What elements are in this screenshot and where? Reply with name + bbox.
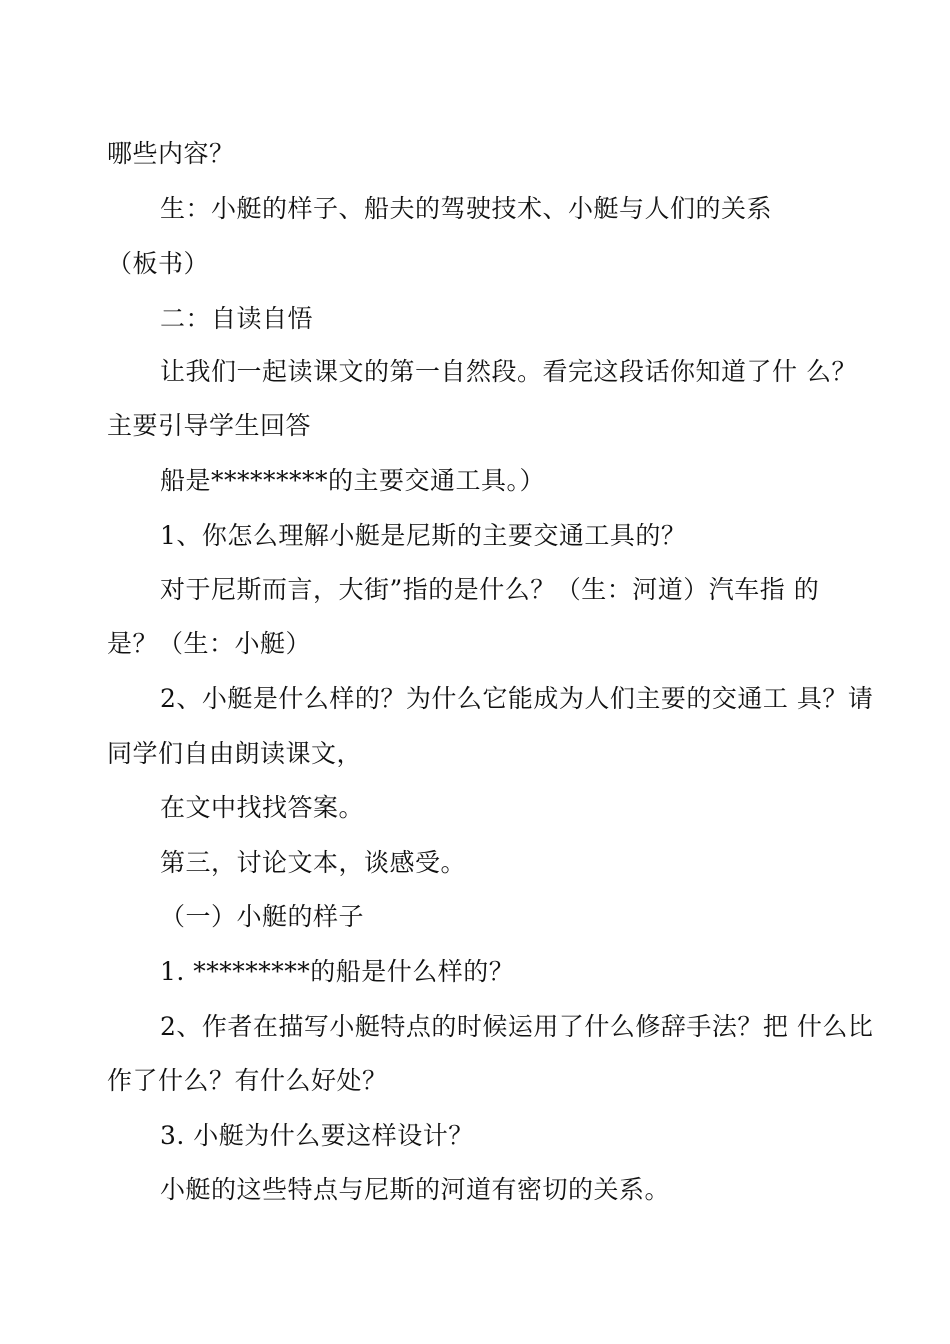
text-line: 是？（生：小艇）: [107, 629, 312, 658]
text-line: 1、你怎么理解小艇是尼斯的主要交通工具的？: [160, 521, 687, 550]
text-line: 船是*********的主要交通工具。）: [160, 466, 546, 495]
text-line: 同学们自由朗读课文，: [107, 739, 363, 768]
text-line: 第三，讨论文本，谈感受。: [160, 848, 467, 877]
text-line: 生：小艇的样子、船夫的驾驶技术、小艇与人们的关系: [160, 194, 773, 223]
text-line: 哪些内容？: [107, 139, 235, 168]
text-line: 2、小艇是什么样的？为什么它能成为人们主要的交通工 具？请: [160, 684, 874, 713]
text-line: 1. *********的船是什么样的？: [160, 957, 515, 986]
text-line: 作了什么？有什么好处？: [107, 1066, 388, 1095]
text-line: 对于尼斯而言，大街”指的是什么？（生：河道）汽车指 的: [160, 575, 820, 604]
text-line: 让我们一起读课文的第一自然段。看完这段话你知道了什 么？: [160, 357, 857, 386]
text-line: 主要引导学生回答: [107, 411, 312, 440]
text-line: 3. 小艇为什么要这样设计？: [160, 1121, 474, 1150]
text-line: （板书）: [107, 249, 210, 278]
text-line: 在文中找找答案。: [160, 793, 365, 822]
text-line: 2、作者在描写小艇特点的时候运用了什么修辞手法？把 什么比: [160, 1012, 874, 1041]
text-line: 二：自读自悟: [160, 304, 314, 333]
text-line: 小艇的这些特点与尼斯的河道有密切的关系。: [160, 1175, 671, 1204]
text-line: （一）小艇的样子: [160, 902, 365, 931]
